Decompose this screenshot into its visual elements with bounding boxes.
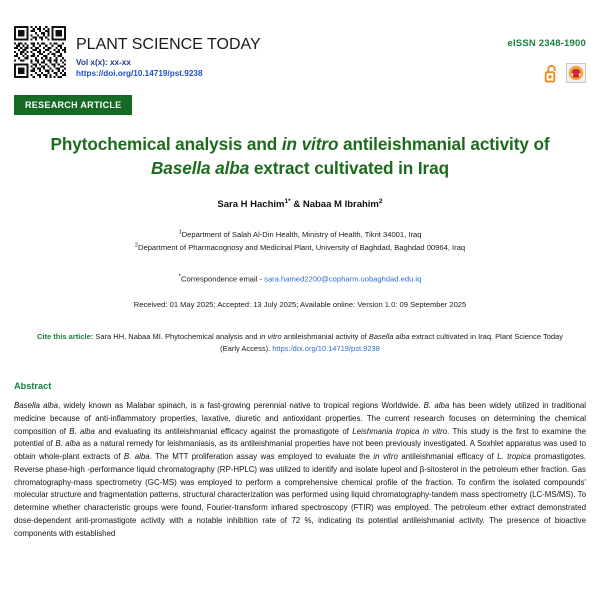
affiliation-list (14, 228, 586, 254)
title-part-3: extract cultivated in Iraq (249, 158, 449, 179)
affiliation-sup: 1 (178, 229, 182, 236)
abstract-seg-c: and evaluating its antileishmanial efficacy against the promastigote of (94, 426, 353, 436)
affiliation-text: Department of Salah Al-Din Health, Ministry of Health, Tikrit 34001, Iraq (181, 230, 422, 239)
citation-text-a: Sara HH, Nabaa MI. Phytochemical analysis and (93, 331, 260, 341)
masthead-left (14, 26, 261, 80)
abstract-italic-7: in vitro (373, 452, 398, 462)
eissn-label: eISSN 2348-1900 (507, 38, 586, 49)
abstract-seg-b: has been widely utilized in traditional medicine because of anti-inflammatory properties, laxative, diuretic and antioxidant properties. The current research focuses on determining the chemical composition of (14, 400, 586, 436)
journal-info (76, 26, 261, 80)
citation-text-c: extract cultivated in Iraq. Plant Science Today (Early Access). (220, 331, 563, 353)
abstract-seg-a: , widely known as Malabar spinach, is a fast-growing perennial native to tropical regions Worldwide. (58, 400, 424, 410)
author-sup-1: 1* (284, 197, 291, 205)
affiliation-item (14, 228, 586, 241)
affiliation-sup: 2 (134, 242, 138, 249)
citation-label: Cite this article: (37, 331, 94, 341)
affiliation-text: Department of Pharmacognosy and Medicinal Plant, University of Baghdad, Baghdad 00964, Iraq (137, 243, 466, 253)
abstract-seg-f: . The MTT proliferation assay was employed to evaluate the (149, 452, 374, 462)
title-part-1: Phytochemical analysis and (50, 134, 282, 154)
author-name-1: Sara H Hachim (217, 199, 285, 210)
abstract-italic-3: B. alba (69, 426, 95, 436)
abstract-seg-d: . This study is the first to examine the potential of (14, 426, 586, 449)
article-type-badge: RESEARCH ARTICLE (14, 95, 132, 115)
title-italic-in-vitro: in vitro (281, 134, 339, 154)
abstract-seg-h: promastigotes. Reverse phase-high -performance liquid chromatography (RP-HPLC) was utilized to identify and isolate lupeol and β-sitosterol in the petroleum ether fraction. Gas chromatography-mass spectrometry (GC-MS) was employed to perform a comprehensive chemical profile of the fraction. To confirm the isolated compounds' molecular structure and fragmentation patterns, structural characterization was performed using liquid chromatography-tandem mass spectrometry (LC-MS/MS). To determine whether characteristic groups were found, Fourier-transform infrared spectroscopy (FTIR) was employed. The petroleum ether extract demonstrated dose-dependent anti-promastigote activity with a notable inhibition rate of 72 %, indicating its potential antileishmanial activity. The presence of bioactive components with established (14, 452, 586, 538)
journal-volume: Vol x(x): xx-xx (76, 57, 131, 67)
crossmark-badge-icon[interactable] (566, 63, 586, 83)
author-separator: & (290, 199, 303, 210)
title-italic-species: Basella alba (151, 158, 250, 179)
masthead (14, 0, 586, 83)
abstract-italic-8: L. tropica (497, 452, 531, 462)
title-part-2: antileishmanial activity of (338, 134, 550, 154)
publication-dates: Received: 01 May 2025; Accepted: 13 July 2025; Available online: Version 1.0: 09 September 2025 (133, 299, 467, 309)
abstract-italic-1: Basella alba (14, 400, 59, 410)
abstract-italic-5: B. alba (55, 439, 81, 449)
correspondence-email-link[interactable]: sara.hamed2200@copharm.uobaghdad.edu.iq (264, 274, 422, 284)
journal-name: PLANT SCIENCE TODAY (76, 36, 261, 53)
badge-row (507, 63, 586, 83)
citation-text-b: antileishmanial activity of (281, 331, 369, 341)
abstract-text (14, 400, 586, 541)
citation-block (32, 331, 568, 355)
affiliation-item (14, 241, 586, 254)
qr-code-icon (14, 26, 66, 78)
citation-italic-in-vitro: in vitro (259, 331, 282, 341)
author-sup-2: 2 (378, 197, 383, 205)
correspondence-sup: * (178, 274, 181, 281)
journal-doi-link[interactable]: https://doi.org/10.14719/pst.9238 (76, 69, 203, 79)
citation-italic-species: Basella alba (368, 331, 410, 341)
correspondence-line (14, 274, 586, 284)
abstract-heading: Abstract (14, 380, 52, 391)
abstract-italic-4: Leishmania tropica in vitro (352, 426, 448, 436)
abstract-italic-6: B. alba (123, 452, 150, 462)
masthead-right (507, 26, 586, 83)
abstract-seg-g: antileishmanial efficacy of (397, 452, 498, 462)
author-list (14, 198, 586, 210)
page-title (22, 132, 578, 181)
abstract-italic-2: B. alba (423, 400, 450, 410)
author-name-2: Nabaa M Ibrahim (302, 199, 379, 210)
citation-doi-link[interactable]: https:/doi.org/10.14719/pst.9238 (272, 343, 380, 353)
correspondence-label: Correspondence email - (181, 274, 265, 284)
abstract-seg-e: as a natural remedy for leishmaniasis, as its antileishmanial properties have not been previously investigated. A Soxhlet apparatus was used to obtain whole-plant extracts of (14, 439, 586, 462)
open-access-lock-icon[interactable] (544, 64, 559, 83)
